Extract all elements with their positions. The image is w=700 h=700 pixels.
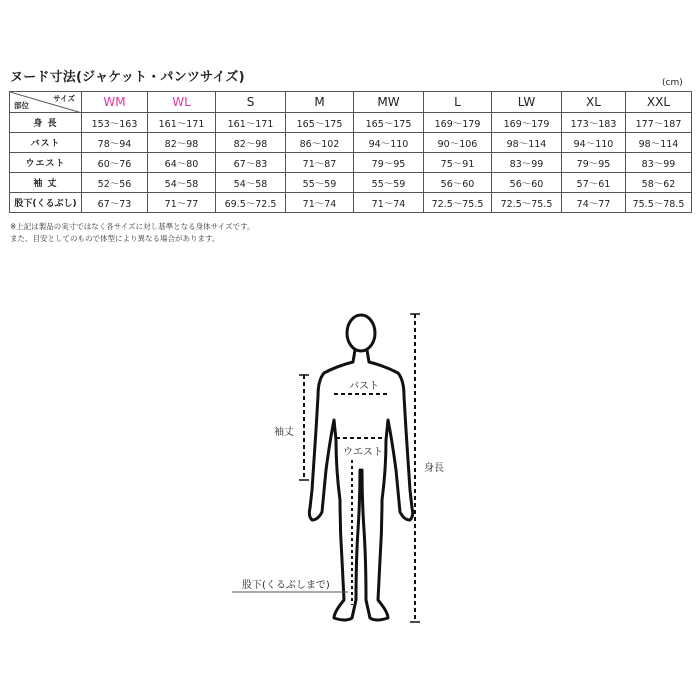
bust-label: バスト bbox=[349, 381, 379, 392]
table-cell: 79〜95 bbox=[354, 153, 424, 173]
corner-size-label: サイズ bbox=[53, 94, 75, 103]
table-cell: 153〜163 bbox=[82, 113, 148, 133]
table-row bbox=[10, 133, 692, 153]
corner-cell bbox=[10, 92, 82, 113]
table-cell: 69.5〜72.5 bbox=[216, 193, 286, 213]
table-row bbox=[10, 173, 692, 193]
note-line-2: また、目安としてのもので体型により異なる場合があります。 bbox=[10, 234, 220, 243]
table-cell: 169〜179 bbox=[492, 113, 562, 133]
table-cell: 161〜171 bbox=[148, 113, 216, 133]
sleeve-label: 袖丈 bbox=[274, 427, 294, 438]
size-header-l: L bbox=[424, 92, 492, 113]
table-cell: 74〜77 bbox=[562, 193, 626, 213]
table-cell: 83〜99 bbox=[626, 153, 692, 173]
table-cell: 94〜110 bbox=[562, 133, 626, 153]
table-cell: 67〜73 bbox=[82, 193, 148, 213]
waist-label: ウエスト bbox=[343, 447, 383, 458]
body-outline bbox=[309, 315, 412, 620]
table-cell: 54〜58 bbox=[148, 173, 216, 193]
table-cell: 165〜175 bbox=[286, 113, 354, 133]
table-cell: 58〜62 bbox=[626, 173, 692, 193]
table-cell: 55〜59 bbox=[354, 173, 424, 193]
size-header-s: S bbox=[216, 92, 286, 113]
table-cell: 173〜183 bbox=[562, 113, 626, 133]
size-header-lw: LW bbox=[492, 92, 562, 113]
table-cell: 78〜94 bbox=[82, 133, 148, 153]
table-cell: 82〜98 bbox=[216, 133, 286, 153]
table-cell: 55〜59 bbox=[286, 173, 354, 193]
corner-part-label: 部位 bbox=[14, 101, 29, 110]
size-header-xl: XL bbox=[562, 92, 626, 113]
size-header-wl: WL bbox=[148, 92, 216, 113]
row-label-height: 身 長 bbox=[10, 113, 82, 133]
table-cell: 161〜171 bbox=[216, 113, 286, 133]
size-header-m: M bbox=[286, 92, 354, 113]
table-cell: 57〜61 bbox=[562, 173, 626, 193]
size-header-mw: MW bbox=[354, 92, 424, 113]
header-row bbox=[10, 92, 692, 113]
page-title: ヌード寸法(ジャケット・パンツサイズ) bbox=[10, 70, 245, 85]
table-cell: 90〜106 bbox=[424, 133, 492, 153]
table-cell: 75.5〜78.5 bbox=[626, 193, 692, 213]
table-cell: 79〜95 bbox=[562, 153, 626, 173]
table-cell: 54〜58 bbox=[216, 173, 286, 193]
table-cell: 67〜83 bbox=[216, 153, 286, 173]
table-cell: 169〜179 bbox=[424, 113, 492, 133]
row-label-sleeve: 袖 丈 bbox=[10, 173, 82, 193]
row-label-bust: バスト bbox=[10, 133, 82, 153]
table-cell: 71〜74 bbox=[354, 193, 424, 213]
row-label-inseam: 股下(くるぶし) bbox=[10, 193, 82, 213]
table-cell: 71〜77 bbox=[148, 193, 216, 213]
body-figure bbox=[0, 300, 700, 640]
table-cell: 98〜114 bbox=[626, 133, 692, 153]
table-row bbox=[10, 153, 692, 173]
table-cell: 52〜56 bbox=[82, 173, 148, 193]
table-cell: 75〜91 bbox=[424, 153, 492, 173]
table-cell: 56〜60 bbox=[492, 173, 562, 193]
size-table bbox=[9, 91, 692, 213]
note-line-1: ※上記は製品の実寸ではなく各サイズに対し基準となる身体サイズです。 bbox=[10, 222, 255, 231]
size-header-xxl: XXL bbox=[626, 92, 692, 113]
table-cell: 72.5〜75.5 bbox=[492, 193, 562, 213]
table-cell: 71〜87 bbox=[286, 153, 354, 173]
table-row bbox=[10, 113, 692, 133]
head-outline bbox=[347, 315, 375, 351]
table-cell: 83〜99 bbox=[492, 153, 562, 173]
table-cell: 165〜175 bbox=[354, 113, 424, 133]
inseam-label: 股下(くるぶしまで) bbox=[242, 580, 330, 591]
table-cell: 82〜98 bbox=[148, 133, 216, 153]
table-cell: 177〜187 bbox=[626, 113, 692, 133]
height-label: 身長 bbox=[424, 463, 444, 474]
row-label-waist: ウエスト bbox=[10, 153, 82, 173]
unit-label: (cm) bbox=[662, 78, 683, 88]
size-header-wm: WM bbox=[82, 92, 148, 113]
table-cell: 94〜110 bbox=[354, 133, 424, 153]
table-cell: 71〜74 bbox=[286, 193, 354, 213]
table-cell: 86〜102 bbox=[286, 133, 354, 153]
table-cell: 98〜114 bbox=[492, 133, 562, 153]
table-cell: 72.5〜75.5 bbox=[424, 193, 492, 213]
table-cell: 60〜76 bbox=[82, 153, 148, 173]
table-cell: 56〜60 bbox=[424, 173, 492, 193]
table-cell: 64〜80 bbox=[148, 153, 216, 173]
table-row bbox=[10, 193, 692, 213]
